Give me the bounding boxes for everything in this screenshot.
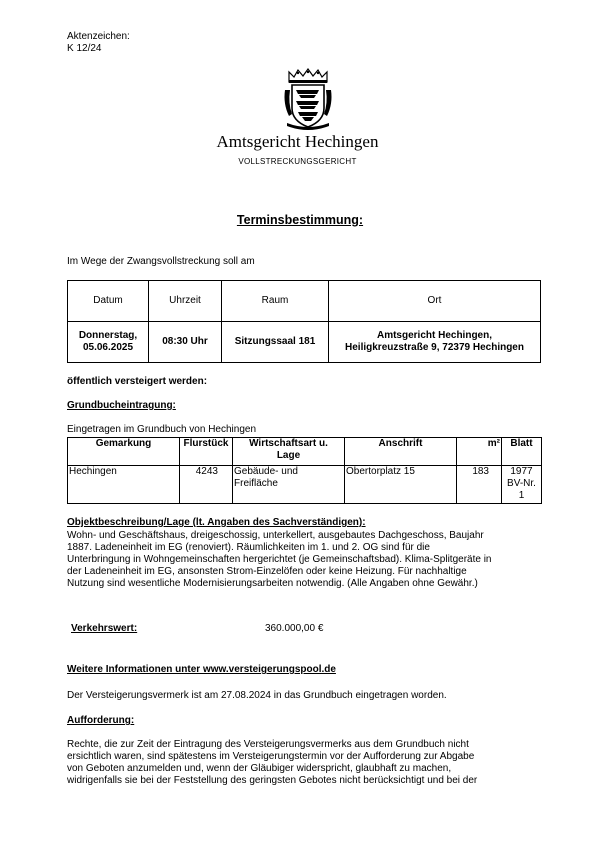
weitere-info-link[interactable]: Weitere Informationen unter www.versteigerungspool.de	[67, 664, 336, 675]
verkehrswert-label: Verkehrswert:	[71, 623, 138, 634]
grundbuch-blatt	[502, 466, 542, 504]
grundbuch-qm: 183	[457, 466, 502, 504]
grundbuch-blatt-2: BV-Nr.	[507, 478, 536, 489]
objekt-line: Unterbringung in Wohngemeinschaften hergerichtet (je Gemeinschaftsbad). Klima-Splitgeräte in	[67, 554, 492, 565]
termin-uhrzeit: 08:30 Uhr	[149, 322, 222, 363]
grundbuch-header-qm: m²	[457, 438, 502, 466]
aufforderung-text	[67, 739, 537, 787]
aufforderung-line: widrigenfalls sie bei der Feststellung des geringsten Gebotes nicht berücksichtigt und bei der	[67, 775, 478, 786]
termin-header-ort: Ort	[329, 281, 541, 322]
vermerk-text: Der Versteigerungsvermerk ist am 27.08.2024 in das Grundbuch eingetragen worden.	[67, 690, 447, 701]
aufforderung-line: ersichtlich waren, sind spätestens im Versteigerungstermin vor der Aufforderung zur Abgabe	[67, 751, 475, 762]
grundbuch-header-wirtschaftsart-2: Lage	[276, 450, 301, 461]
termin-table	[67, 280, 541, 363]
verkehrswert-value: 360.000,00 €	[265, 623, 324, 634]
grundbuch-blatt-1: 1977	[510, 466, 533, 477]
grundbuch-anschrift: Obertorplatz 15	[345, 466, 457, 504]
termin-ort	[329, 322, 541, 363]
grundbuch-eingetragen: Eingetragen im Grundbuch von Hechingen	[67, 424, 257, 435]
objekt-line: 1887. Ladeneinheit im EG (renoviert). Räumlichkeiten im 1. und 2. OG sind für die	[67, 542, 430, 553]
termin-datum	[68, 322, 149, 363]
termin-header-raum: Raum	[222, 281, 329, 322]
page-title: Terminsbestimmung:	[236, 213, 364, 227]
objekt-line: Nutzung sind wesentliche Modernisierungsarbeiten notwendig. (Alle Angaben ohne Gewähr.)	[67, 578, 478, 589]
objekt-heading: Objektbeschreibung/Lage (lt. Angaben des Sachverständigen):	[67, 517, 366, 528]
objekt-line: Wohn- und Geschäftshaus, dreigeschossig, unterkellert, ausgebautes Dachgeschoss, Baujahr	[67, 530, 484, 541]
grundbuch-header-wirtschaftsart-1: Wirtschaftsart u.	[249, 438, 328, 449]
objekt-line: der Ladeneinheit im EG, ansonsten Strom-Einzelöfen oder keine Heizung. Für nachhaltige	[67, 566, 467, 577]
termin-datum-day: Donnerstag,	[78, 330, 138, 341]
grundbuch-header-flurstueck: Flurstück	[180, 438, 233, 466]
termin-ort-name: Amtsgericht Hechingen,	[376, 330, 493, 341]
grundbuch-wirtschaftsart	[233, 466, 345, 504]
termin-ort-address: Heiligkreuzstraße 9, 72379 Hechingen	[345, 342, 524, 353]
aufforderung-line: Rechte, die zur Zeit der Eintragung des Versteigerungsvermerks aus dem Grundbuch nicht	[67, 739, 469, 750]
court-subtitle: VOLLSTRECKUNGSGERICHT	[238, 157, 357, 166]
court-name: Amtsgericht Hechingen	[216, 132, 379, 151]
termin-raum: Sitzungssaal 181	[222, 322, 329, 363]
aktenzeichen-label: Aktenzeichen:	[67, 31, 130, 42]
aufforderung-line: von Geboten anzumelden und, wenn der Gläubiger widerspricht, glaubhaft zu machen,	[67, 763, 452, 774]
termin-header-uhrzeit: Uhrzeit	[149, 281, 222, 322]
termin-datum-date: 05.06.2025	[82, 342, 134, 353]
grundbuch-wirtschaftsart-1: Gebäude- und	[234, 466, 298, 477]
grundbuch-header-anschrift: Anschrift	[345, 438, 457, 466]
aktenzeichen-value: K 12/24	[67, 43, 102, 54]
grundbuch-table	[67, 437, 542, 504]
grundbuch-header-blatt: Blatt	[502, 438, 542, 466]
grundbuch-heading: Grundbucheintragung:	[67, 400, 176, 411]
grundbuch-flurstueck: 4243	[180, 466, 233, 504]
grundbuch-blatt-3: 1	[518, 490, 525, 501]
grundbuch-header-wirtschaftsart	[233, 438, 345, 466]
grundbuch-wirtschaftsart-2: Freifläche	[234, 478, 278, 489]
objekt-description	[67, 530, 537, 590]
versteigert-text: öffentlich versteigert werden:	[67, 376, 208, 387]
table-row	[68, 466, 542, 504]
coat-of-arms-icon	[283, 68, 333, 130]
termin-header-datum: Datum	[68, 281, 149, 322]
grundbuch-gemarkung: Hechingen	[68, 466, 180, 504]
aufforderung-heading: Aufforderung:	[67, 715, 135, 726]
intro-text: Im Wege der Zwangsvollstreckung soll am	[67, 256, 255, 267]
grundbuch-header-gemarkung: Gemarkung	[68, 438, 180, 466]
